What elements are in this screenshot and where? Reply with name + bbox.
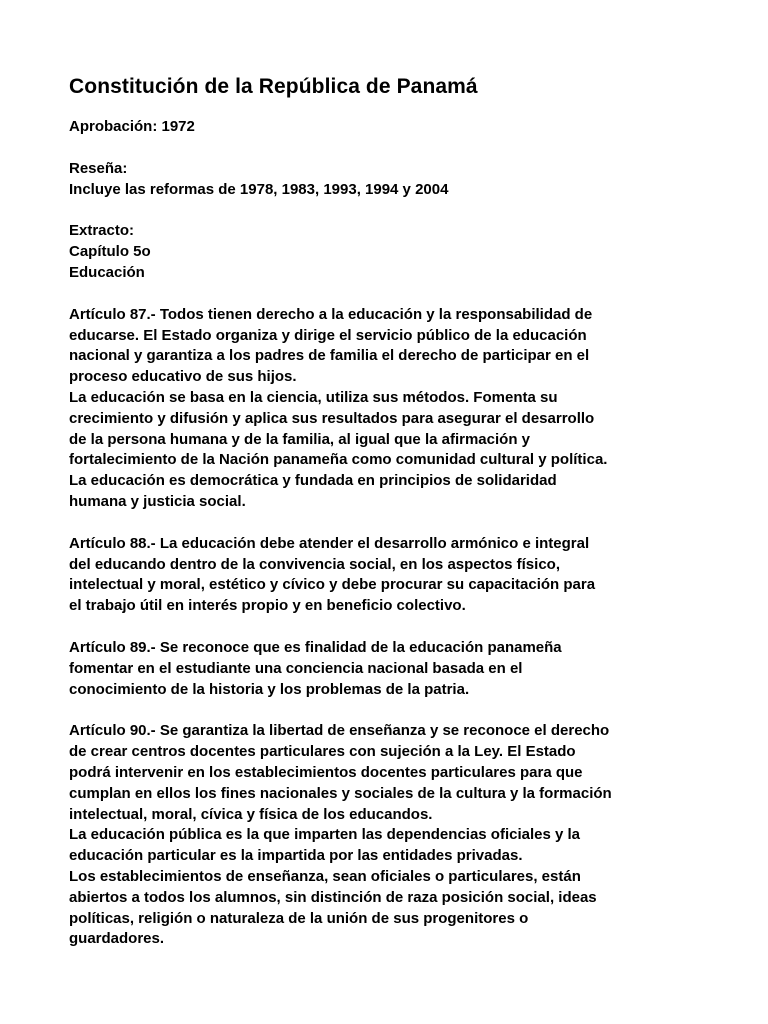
article-line: fomentar en el estudiante una conciencia nacional basada en el [69, 659, 523, 677]
article-line: del educando dentro de la convivencia social, en los aspectos físico, [69, 555, 560, 573]
article-89 [69, 638, 718, 700]
article-87 [69, 305, 718, 513]
article-line: Artículo 88.- La educación debe atender el desarrollo armónico e integral [69, 534, 590, 552]
article-88 [69, 534, 718, 617]
chapter-number: Capítulo 5o [69, 243, 151, 261]
article-line: conocimiento de la historia y los problemas de la patria. [69, 680, 470, 698]
article-line: Artículo 90.- Se garantiza la libertad de enseñanza y se reconoce el derecho [69, 722, 610, 740]
article-line: el trabajo útil en interés propio y en beneficio colectivo. [69, 597, 466, 615]
article-line: podrá intervenir en los establecimientos docentes particulares para que [69, 763, 583, 781]
article-line: La educación se basa en la ciencia, utiliza sus métodos. Fomenta su [69, 388, 558, 406]
article-line: humana y justicia social. [69, 492, 246, 510]
article-line: de crear centros docentes particulares con sujeción a la Ley. El Estado [69, 743, 576, 761]
article-line: abiertos a todos los alumnos, sin distinción de raza posición social, ideas [69, 888, 597, 906]
article-line: Los establecimientos de enseñanza, sean oficiales o particulares, están [69, 867, 581, 885]
chapter-title: Educación [69, 263, 145, 281]
article-line: nacional y garantiza a los padres de familia el derecho de participar en el [69, 347, 590, 365]
article-90 [69, 721, 718, 950]
document-title: Constitución de la República de Panamá [69, 75, 478, 98]
article-line: Artículo 89.- Se reconoce que es finalidad de la educación panameña [69, 638, 562, 656]
article-line: de la persona humana y de la familia, al igual que la afirmación y [69, 430, 530, 448]
article-line: educación particular es la impartida por las entidades privadas. [69, 847, 523, 865]
review-label: Reseña: [69, 159, 128, 177]
article-line: políticas, religión o naturaleza de la unión de sus progenitores o [69, 909, 529, 927]
article-line: cumplan en ellos los fines nacionales y sociales de la cultura y la formación [69, 784, 612, 802]
article-line: guardadores. [69, 930, 165, 948]
article-line: educarse. El Estado organiza y dirige el servicio público de la educación [69, 326, 587, 344]
article-line: intelectual y moral, estético y cívico y debe procurar su capacitación para [69, 576, 596, 594]
review-text: Incluye las reformas de 1978, 1983, 1993, 1994 y 2004 [69, 180, 449, 198]
article-line: fortalecimiento de la Nación panameña como comunidad cultural y política. [69, 451, 608, 469]
article-line: La educación pública es la que imparten las dependencias oficiales y la [69, 826, 581, 844]
article-line: La educación es democrática y fundada en principios de solidaridad [69, 472, 557, 490]
approval-line: Aprobación: 1972 [69, 118, 195, 135]
article-line: crecimiento y difusión y aplica sus resultados para asegurar el desarrollo [69, 409, 595, 427]
excerpt-label: Extracto: [69, 222, 135, 240]
article-line: Artículo 87.- Todos tienen derecho a la educación y la responsabilidad de [69, 305, 593, 323]
article-line: intelectual, moral, cívica y física de los educandos. [69, 805, 433, 823]
article-line: proceso educativo de sus hijos. [69, 368, 297, 386]
